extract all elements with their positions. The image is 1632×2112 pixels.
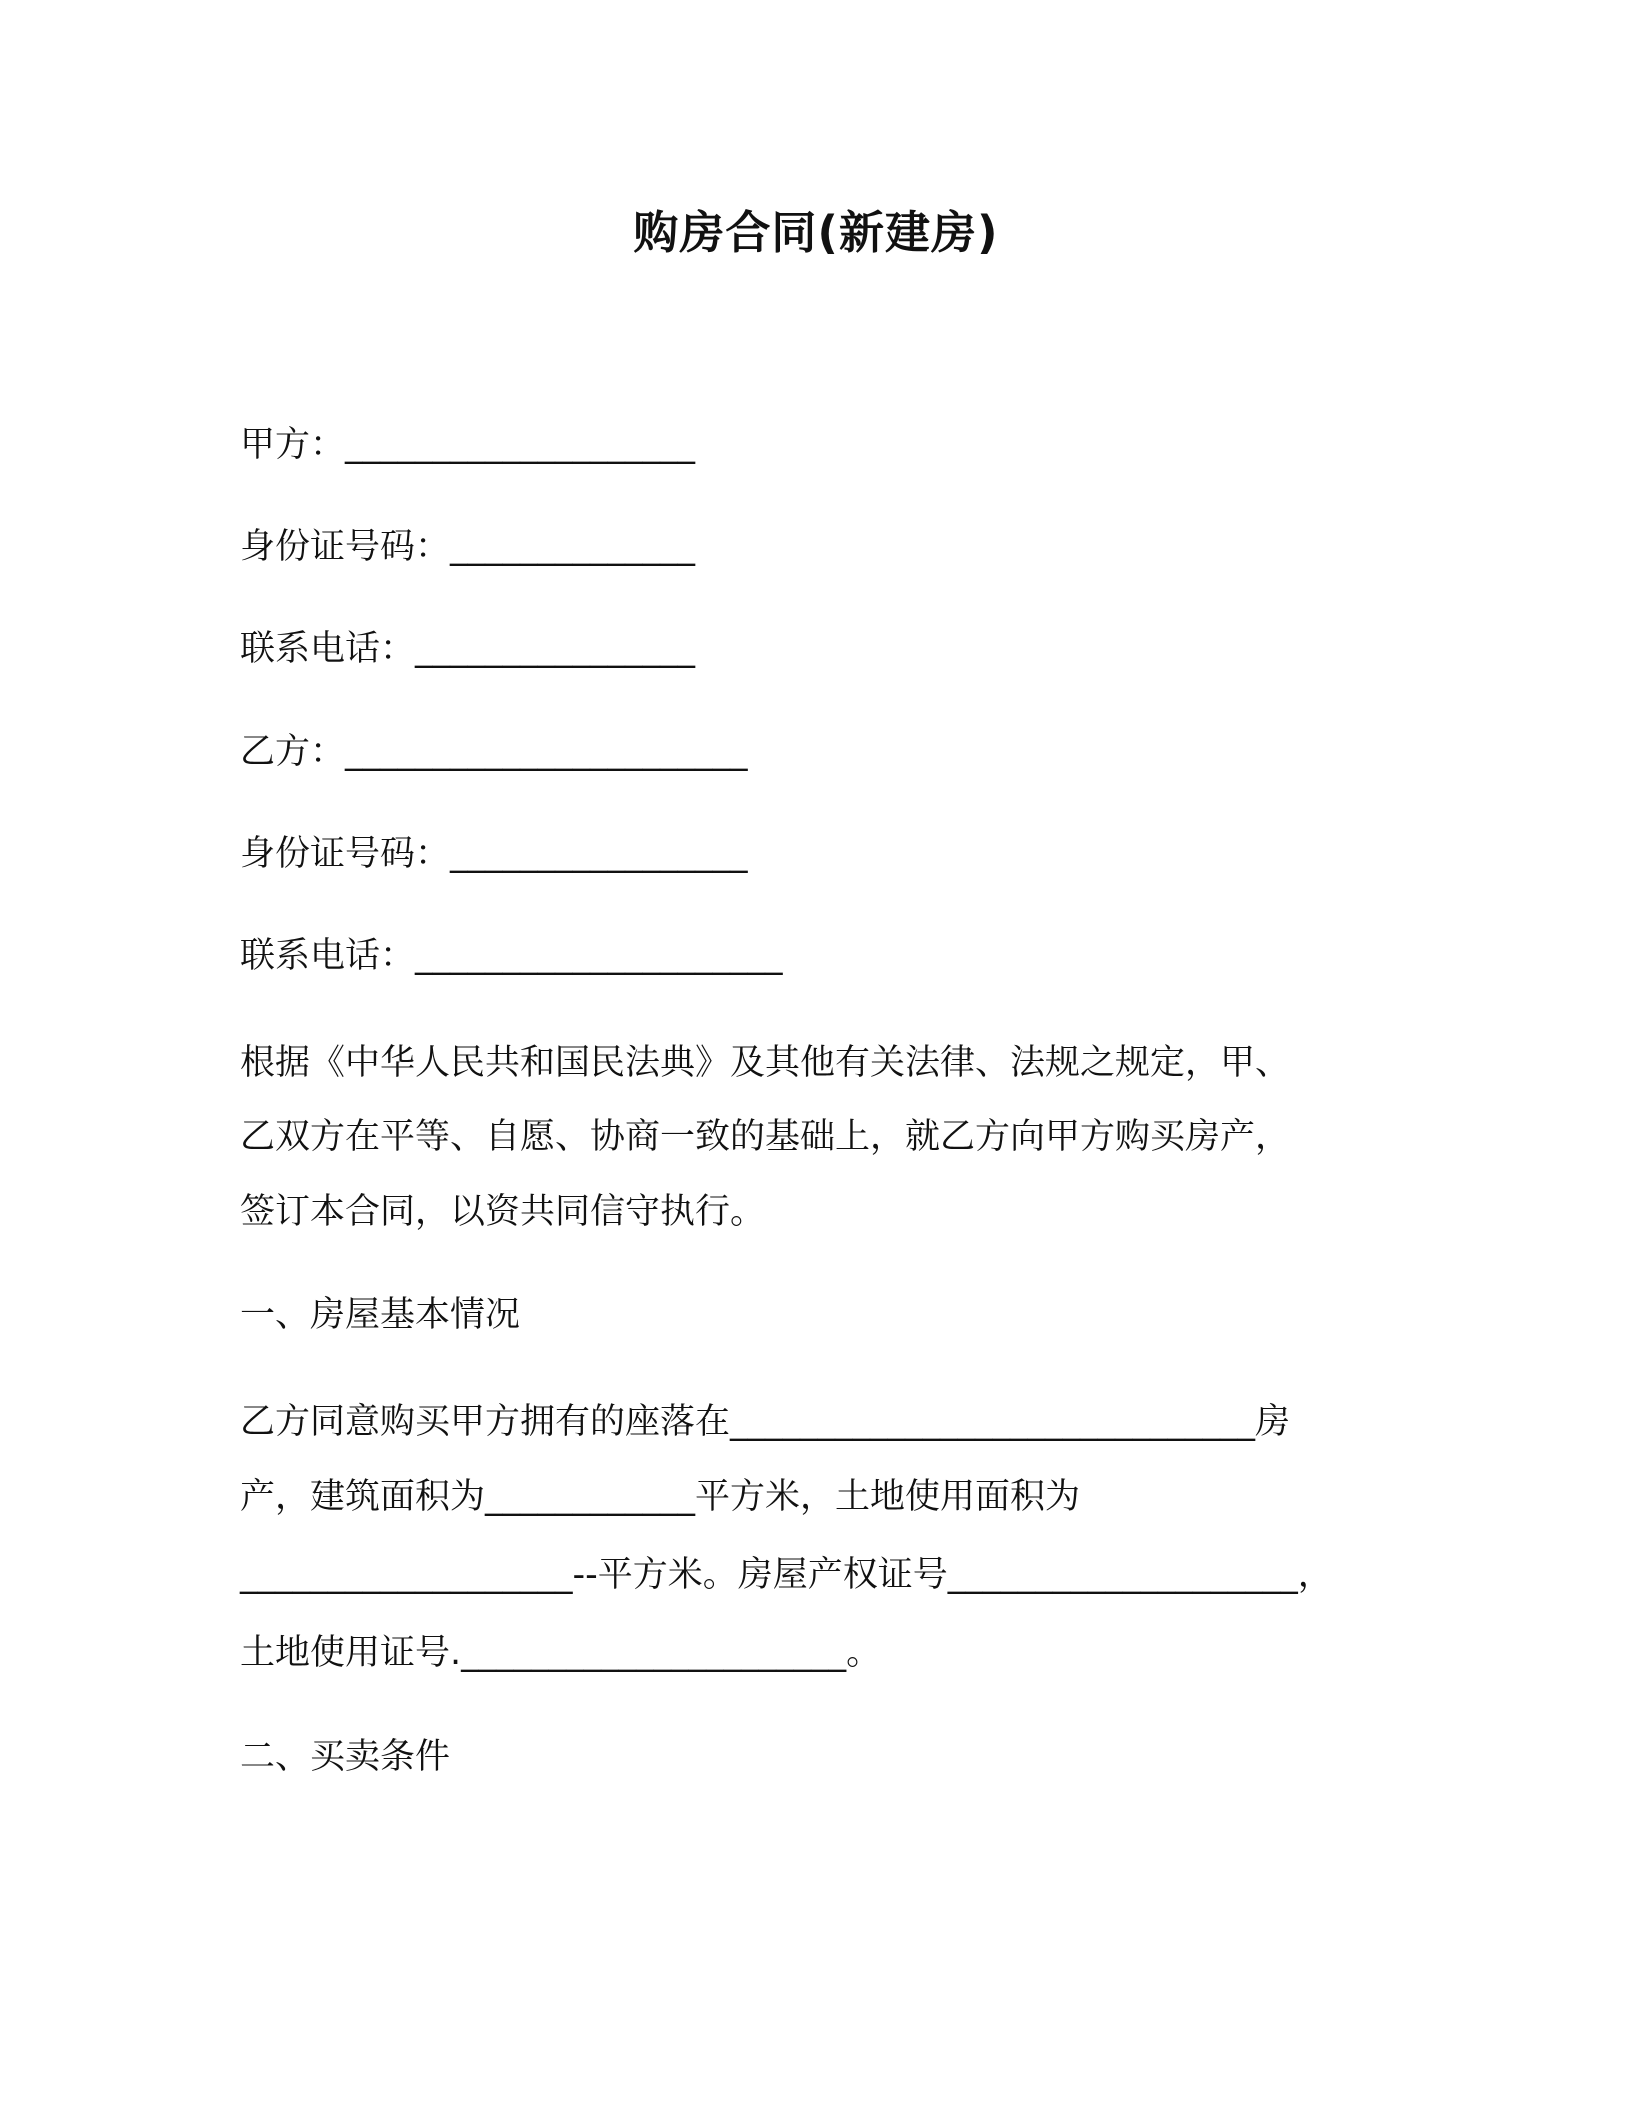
preamble-line-2: 乙双方在平等、自愿、协商一致的基础上，就乙方向甲方购买房产，: [240, 1117, 1291, 1157]
preamble-line-1: 根据《中华人民共和国民法典》及其他有关法律、法规之规定，甲、: [240, 1043, 1291, 1083]
party-b-phone-line: 联系电话：_____________________: [240, 936, 783, 976]
party-b-name-line: 乙方：_______________________: [240, 732, 748, 772]
section-1-line-1: 乙方同意购买甲方拥有的座落在______________________________房: [240, 1402, 1291, 1442]
section-1-heading: 一、房屋基本情况: [240, 1295, 521, 1335]
party-a-name-line: 甲方：____________________: [240, 425, 696, 465]
document-title: 购房合同(新建房): [633, 206, 999, 259]
section-1-line-3: ___________________--平方米。房屋产权证号____________________，: [240, 1555, 1333, 1595]
party-a-phone-line: 联系电话：________________: [240, 629, 696, 669]
party-b-id-line: 身份证号码：_________________: [240, 834, 748, 874]
section-1-line-4: 土地使用证号.______________________。: [240, 1633, 882, 1673]
section-1-line-2: 产，建筑面积为____________平方米，土地使用面积为: [240, 1477, 1081, 1517]
section-2-heading: 二、买卖条件: [240, 1737, 451, 1777]
party-a-id-line: 身份证号码：______________: [240, 527, 696, 567]
preamble-line-3: 签订本合同，以资共同信守执行。: [240, 1192, 766, 1232]
